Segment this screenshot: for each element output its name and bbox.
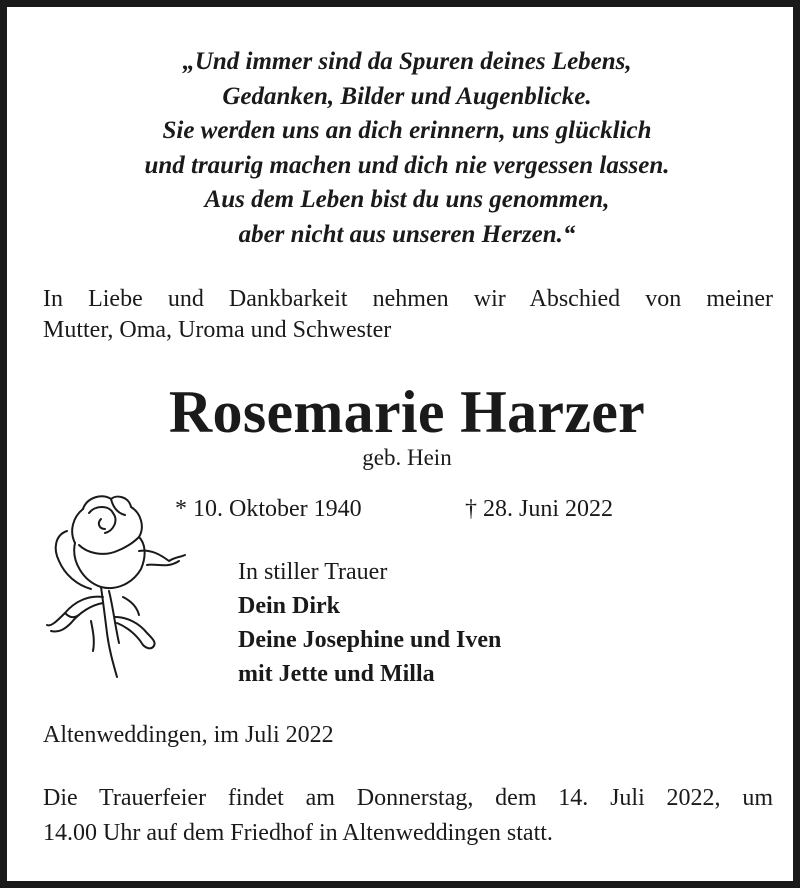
quote-line: „Und immer sind da Spuren deines Lebens, bbox=[182, 48, 632, 75]
farewell-intro bbox=[43, 284, 773, 346]
birth-name: geb. Hein bbox=[362, 445, 452, 470]
quote-line: und traurig machen und dich nie vergessen lassen. bbox=[144, 151, 670, 179]
memorial-quote bbox=[7, 45, 800, 252]
mourner-name: mit Jette und Milla bbox=[238, 661, 435, 687]
quote-line: Aus dem Leben bist du uns genommen, bbox=[204, 186, 610, 213]
quote-line: Sie werden uns an dich erinnern, uns glücklich bbox=[162, 117, 652, 144]
intro-line: In Liebe und Dankbarkeit nehmen wir Abschied von meiner bbox=[43, 286, 773, 312]
intro-line: Mutter, Oma, Uroma und Schwester bbox=[43, 317, 392, 343]
mourners-heading: In stiller Trauer bbox=[238, 559, 388, 585]
place-and-date: Altenweddingen, im Juli 2022 bbox=[43, 722, 334, 748]
funeral-info bbox=[43, 781, 773, 851]
mourner-name: Deine Josephine und Iven bbox=[238, 627, 502, 653]
deceased-name: Rosemarie Harzer bbox=[168, 379, 646, 445]
funeral-line: 14.00 Uhr auf dem Friedhof in Altenweddingen statt. bbox=[43, 820, 553, 846]
mourners-block bbox=[238, 555, 501, 691]
quote-line: aber nicht aus unseren Herzen.“ bbox=[238, 220, 576, 248]
death-date: † 28. Juni 2022 bbox=[465, 496, 614, 522]
funeral-line: Die Trauerfeier findet am Donnerstag, dem 14. Juli 2022, um bbox=[43, 785, 773, 811]
quote-line: Gedanken, Bilder und Augenblicke. bbox=[222, 82, 592, 110]
rose-icon bbox=[43, 491, 188, 681]
birth-date: * 10. Oktober 1940 bbox=[175, 496, 362, 522]
mourner-name: Dein Dirk bbox=[238, 593, 340, 619]
